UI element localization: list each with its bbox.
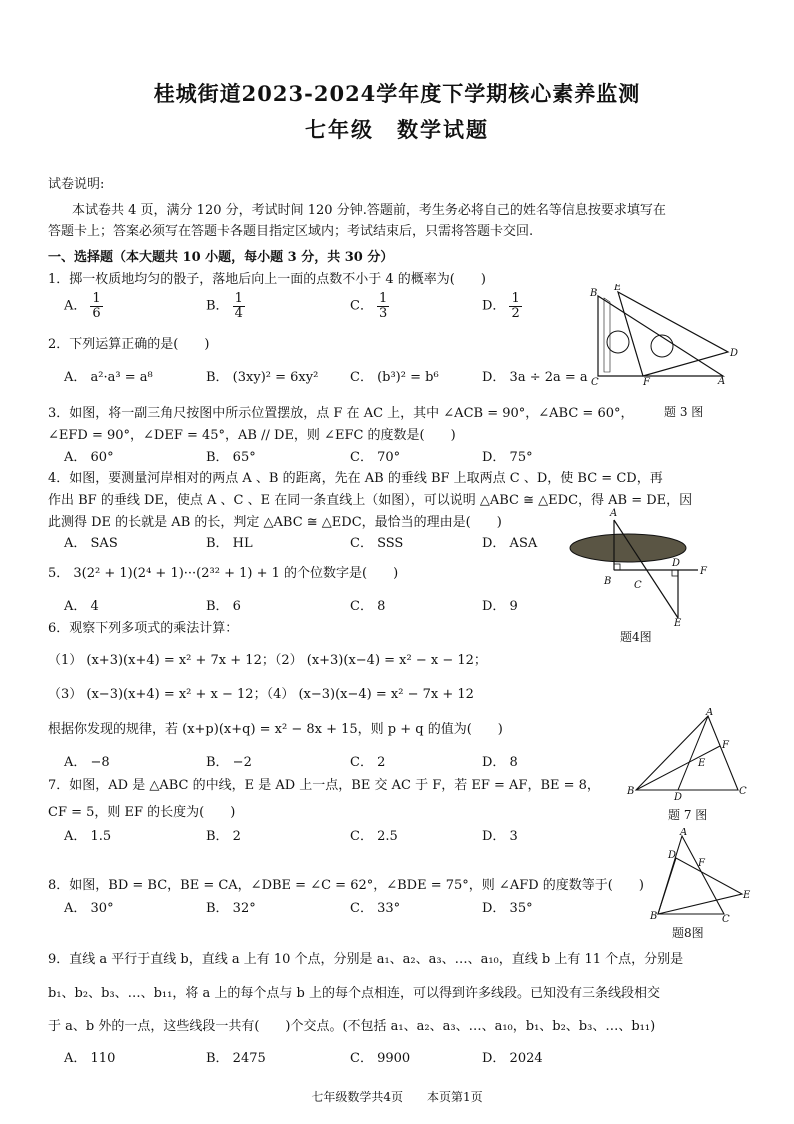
q7-label-d: D [674,792,683,800]
q7-triangle-abc [636,716,738,790]
q9-option-a: A． 110 [64,1051,116,1066]
instructions-heading: 试卷说明: [48,177,105,192]
q7-line-2: CF = 5，则 EF 的长度为( ) [48,805,236,820]
q7-label-a: A [706,708,714,718]
q4-right-angle-d [672,570,678,576]
exam-subtitle: 七年级 数学试题 [305,117,489,142]
q1-d-fraction [509,292,521,320]
q4-label-c: C [634,580,642,591]
q3-label-d: D [730,348,739,359]
q7-option-b: B． 2 [206,829,241,844]
q8-label-e: E [743,890,751,901]
q3-triangle-def [618,292,728,376]
q1-option-a [64,292,103,320]
q6-option-c: C． 2 [350,755,386,770]
q8-label-f: F [698,858,705,869]
q3-label-e: E [614,284,622,293]
q8-triangle-abc [658,836,724,914]
q3-triangle-abc [598,296,723,376]
q1-d-letter: D． [482,298,506,314]
q2-option-c: C． (b³)² = b⁶ [350,370,439,385]
q4-label-b: B [604,576,612,587]
q8-stem: 8．如图，BD = BC，BE = CA，∠DBE = ∠C = 62°，∠BDE = 75°，则 ∠AFD 的度数等于( ) [48,878,644,893]
q8-option-a: A． 30° [64,901,114,916]
q8-label-a: A [680,828,688,838]
q1-option-b [206,292,245,320]
q1-c-letter: C． [350,298,373,314]
q4-figure-caption: 题4图 [620,630,652,644]
q7-line-1: 7．如图，AD 是 △ABC 的中线，E 是 AD 上一点，BE 交 AC 于 F，若 EF = AF，BE = 8， [48,778,600,793]
q1-a-fraction [90,292,102,320]
q1-d-denominator: 2 [511,305,520,321]
q1-b-denominator: 4 [234,305,243,321]
q9-option-d: D． 2024 [482,1051,543,1066]
q9-option-c: C． 9900 [350,1051,411,1066]
q4-river [570,534,686,562]
q3-label-a: A [718,376,726,387]
q3-figure [588,284,748,388]
q2-option-a: A． a²·a³ = a⁸ [64,370,153,385]
q7-figure-caption: 题 7 图 [668,808,708,822]
q1-option-d [482,292,522,320]
q8-label-b: B [650,911,658,922]
q6-question: 根据你发现的规律，若 (x+p)(x+q) = x² − 8x + 15，则 p + q 的值为( ) [48,722,503,737]
q8-figure-caption: 题8图 [672,926,704,940]
q1-c-denominator: 3 [378,305,388,321]
q7-median-ad [678,716,708,790]
q4-label-f: F [700,566,707,577]
q8-option-c: C． 33° [350,901,401,916]
q1-c-numerator: 1 [378,291,388,306]
instructions-line-1: 本试卷共 4 页，满分 120 分，考试时间 120 分钟.答题前，考生务必将自己的姓名等信息按要求填写在 [72,203,666,218]
q8-label-d: D [668,850,677,861]
q1-d-numerator: 1 [511,291,520,306]
q4-option-d: D． ASA [482,536,538,551]
q5-option-d: D． 9 [482,599,518,614]
q7-figure [626,708,750,800]
q5-option-a: A． 4 [64,599,99,614]
q1-a-numerator: 1 [92,291,101,306]
q1-b-numerator: 1 [234,291,243,306]
q4-line-3: 此测得 DE 的长就是 AB 的长，判定 △ABC ≅ △EDC，最恰当的理由是( ) [48,515,502,530]
q9-line-2: b₁、b₂、b₃、…、b₁₁，将 a 上的每个点与 b 上的每个点相连，可以得到许多线段。已知没有三条线段相交 [48,986,660,1001]
q7-option-d: D． 3 [482,829,518,844]
q6-row-2: （3） (x−3)(x+4) = x² + x − 12；（4） (x−3)(x−4) = x² − 7x + 12 [48,687,474,702]
q3-line-1: 3．如图，将一副三角尺按图中所示位置摆放，点 F 在 AC 上，其中 ∠ACB = 90°，∠ABC = 60°， [48,406,634,421]
q4-label-d: D [672,558,681,569]
q1-b-letter: B． [206,298,229,314]
q7-option-c: C． 2.5 [350,829,398,844]
q4-right-angle-b [614,564,620,570]
q1-c-fraction [377,292,389,320]
q3-option-d: D． 75° [482,450,533,465]
q8-option-d: D． 35° [482,901,533,916]
q3-line-2: ∠EFD = 90°，∠DEF = 45°，AB // DE，则 ∠EFC 的度数是( ) [48,428,456,443]
q3-option-a: A． 60° [64,450,114,465]
q1-a-denominator: 6 [92,305,101,321]
q7-segment-bf [636,746,720,790]
q3-hole-right [651,335,673,357]
q3-label-f: F [643,377,650,388]
q2-option-b: B． (3xy)² = 6xy² [206,370,319,385]
q9-line-3: 于 a、b 外的一点，这些线段一共有( )个交点。(不包括 a₁、a₂、a₃、…、a₁₀，b₁、b₂、b₃、…、b₁₁) [48,1019,656,1034]
section-heading: 一、选择题（本大题共 10 小题，每小题 3 分，共 30 分） [48,250,394,265]
exam-title: 桂城街道2023-2024学年度下学期核心素养监测 [153,81,641,106]
q8-figure [648,828,752,922]
q1-stem: 1．掷一枚质地均匀的骰子，落地后向上一面的点数不小于 4 的概率为( ) [48,272,486,287]
q9-line-1: 9．直线 a 平行于直线 b，直线 a 上有 10 个点，分别是 a₁、a₂、a₃、…、a₁₀，直线 b 上有 11 个点，分别是 [48,952,684,967]
q4-option-a: A． SAS [64,536,118,551]
q3-label-b: B [590,288,598,299]
page-footer: 七年级数学共4页 本页第1页 [311,1090,483,1104]
q4-line-2: 作出 BF 的垂线 DE，使点 A 、C 、E 在同一条直线上（如图），可以说明 △ABC ≅ △EDC，得 AB = DE，因 [48,493,693,508]
q7-label-e: E [698,758,706,769]
q6-option-b: B． −2 [206,755,252,770]
q1-b-fraction [233,292,245,320]
q4-option-b: B． HL [206,536,253,551]
q8-label-c: C [722,914,730,922]
q7-option-a: A． 1.5 [64,829,112,844]
q4-option-c: C． SSS [350,536,404,551]
q5-stem: 5． 3(2² + 1)(2⁴ + 1)···(2³² + 1) + 1 的个位数字是( ) [48,566,399,581]
q6-option-a: A． −8 [64,755,110,770]
q8-option-b: B． 32° [206,901,256,916]
instructions-line-2: 答题卡上；答案必须写在答题卡各题目指定区域内；考试结束后，只需将答题卡交回. [48,224,534,239]
q3-option-b: B． 65° [206,450,256,465]
q4-label-a: A [610,508,618,519]
q3-label-c: C [591,377,599,388]
q4-line-1: 4．如图，要测量河岸相对的两点 A 、B 的距离，先在 AB 的垂线 BF 上取两点 C 、D，使 BC = CD，再 [48,471,663,486]
q6-stem: 6．观察下列多项式的乘法计算： [48,621,239,636]
q7-label-c: C [739,786,747,797]
q7-label-f: F [722,740,729,751]
q6-row-1: （1） (x+3)(x+4) = x² + 7x + 12；（2） (x+3)(x−4) = x² − x − 12； [48,653,487,668]
q3-option-c: C． 70° [350,450,401,465]
q4-figure [566,506,716,628]
q4-label-e: E [674,618,682,628]
q2-option-d: D． 3a ÷ 2a = a [482,370,588,385]
q7-label-b: B [627,786,635,797]
q1-option-c [350,292,389,320]
q2-stem: 2．下列运算正确的是( ) [48,337,210,352]
q6-option-d: D． 8 [482,755,518,770]
q9-option-b: B． 2475 [206,1051,266,1066]
q3-figure-caption: 题 3 图 [664,405,704,419]
q1-a-letter: A． [64,298,87,314]
q5-option-b: B． 6 [206,599,241,614]
q5-option-c: C． 8 [350,599,386,614]
